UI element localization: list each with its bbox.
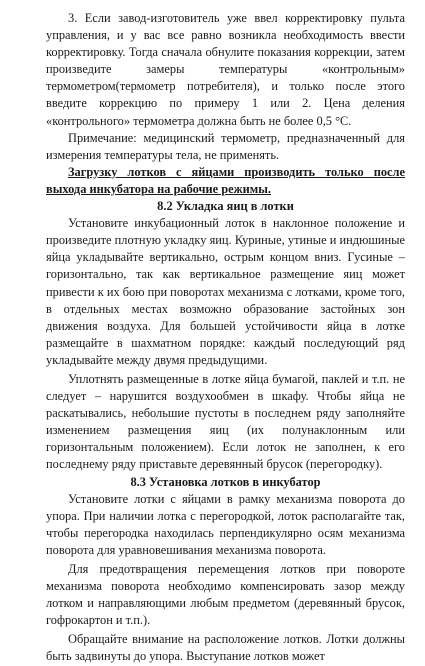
paragraph-tray-position: Обращайте внимание на расположение лотков. Лотки должны быть задвинуты до упора. Выступание лотков может — [46, 632, 405, 664]
section-heading-8-3: 8.3 Установка лотков в инкубатор — [130, 474, 321, 489]
paragraph-tray-gap: Для предотвращения перемещения лотков при повороте механизма поворота необходимо компенсировать зазор между лотком и направляющими любым предметом (деревянный брусок, гофрокартон и т.п.). — [46, 562, 405, 628]
paragraph-tray-installation: Установите лотки с яйцами в рамку механизма поворота до упора. При наличии лотка с перегородкой, лоток располагайте так, чтобы перегородка находилась перпендикулярно осям механизма поворота для уравновешивания механизма поворота. — [46, 491, 405, 557]
paragraph-egg-compaction: Уплотнять размещенные в лотке яйца бумагой, паклей и т.п. не следует – нарушится воздухообмен в шкафу. Чтобы яйца не раскатывались, небольшие пустоты в последнем ряду заполняйте изменением размещения яиц (их полунаклонным или горизонтальным положением). Если лоток не заполнен, к его последнему ряду приставьте деревянный брусок (перегородку). — [46, 371, 405, 472]
section-heading-8-2: 8.2 Укладка яиц в лотки — [157, 199, 294, 214]
paragraph-correction-step-3: 3. Если завод-изготовитель уже ввел корректировку пульта управления, и у вас все равно возникла необходимость ввести корректировку. Тогда сначала обнулите показания коррекции, затем произведите замеры температуры «контрольным» термометром(термометр потребителя), и только после этого введите коррекцию по примеру 1 или 2. Цена деления «контрольного» термометра должна быть не более 0,5 °С. — [46, 11, 405, 128]
paragraph-egg-placement: Установите инкубационный лоток в наклонное положение и произведите плотную укладку яиц. Куриные, утиные и индюшиные яйца укладывайте вертикально, острым концом вниз. Гусиные – горизонтально, так как вертикальное размещение яиц может привести к их бою при поворотах механизма с лотками, кроме того, в отдельных местах возможно образование застойных зон движения воздуха. Для большей устойчивости яйца в лотке размещайте в шахматном порядке: каждый последующий ряд укладывайте между двумя предыдущими. — [46, 216, 405, 367]
paragraph-loading-warning: Загрузку лотков с яйцами производить только после выхода инкубатора на рабочие режимы. — [46, 164, 405, 196]
paragraph-note: Примечание: медицинский термометр, предназначенный для измерения температуры тела, не применять. — [46, 130, 405, 162]
